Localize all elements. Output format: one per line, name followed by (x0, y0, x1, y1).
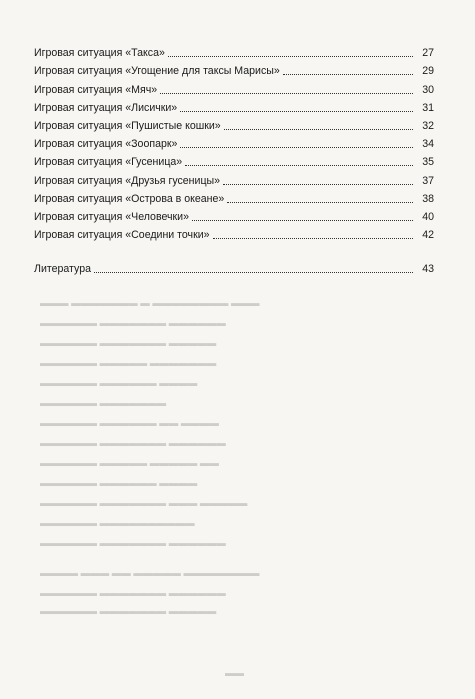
toc-entry-page: 42 (422, 229, 434, 242)
dot-leader (224, 128, 413, 130)
section-spacer (34, 241, 434, 257)
dot-leader (160, 92, 413, 94)
toc-entry[interactable] (34, 96, 434, 114)
toc-entry-page: 27 (422, 47, 434, 60)
toc-entry-title: Игровая ситуация «Лисички» (34, 101, 178, 114)
toc-entry[interactable] (34, 168, 434, 186)
toc-entry[interactable] (34, 205, 434, 223)
toc-entry[interactable] (34, 150, 434, 168)
toc-entry-title: Игровая ситуация «Гусеница» (34, 156, 183, 169)
toc-entry[interactable] (34, 41, 434, 59)
toc-entry-page: 38 (422, 192, 434, 205)
dot-leader (223, 183, 413, 185)
toc-entry[interactable] (34, 59, 434, 77)
toc-entry-page: 32 (422, 119, 434, 132)
toc-entry-page: 34 (422, 138, 434, 151)
dot-leader (213, 237, 413, 239)
toc-entry[interactable] (34, 223, 434, 241)
dot-leader (283, 73, 413, 75)
toc-entry-title: Игровая ситуация «Угощение для таксы Марисы» (34, 65, 280, 78)
toc-entry-title: Игровая ситуация «Мяч» (34, 83, 158, 96)
toc-entry[interactable] (34, 132, 434, 150)
toc-entry-title: Игровая ситуация «Человечки» (34, 210, 189, 223)
toc-entry[interactable] (34, 187, 434, 205)
toc-entry-title: Литература (34, 263, 91, 276)
toc-entry-page: 30 (422, 83, 434, 96)
toc-entry-title: Игровая ситуация «Соедини точки» (34, 229, 210, 242)
dot-leader (168, 55, 413, 57)
toc-entry-title: Игровая ситуация «Острова в океане» (34, 192, 225, 205)
dot-leader (192, 219, 413, 221)
dot-leader (94, 271, 413, 273)
toc-entry-page: 43 (422, 263, 434, 276)
toc-entry-page: 40 (422, 210, 434, 223)
toc-entry-title: Игровая ситуация «Зоопарк» (34, 138, 178, 151)
bleed-through-text: ▬▬▬ ▬▬▬▬▬▬▬ ▬ ▬▬▬▬▬▬▬▬ ▬▬▬ ▬▬▬▬▬▬ ▬▬▬▬▬▬▬ ▬▬▬▬▬▬ ▬▬▬▬▬▬ ▬▬▬▬▬▬▬ ▬▬▬▬▬ ▬▬▬▬▬▬ ▬▬▬▬▬ ▬▬▬▬▬▬▬ ▬▬▬▬▬▬ ▬▬▬▬▬▬ ▬▬▬▬ ▬▬▬▬▬▬ ▬▬▬▬▬▬▬ ▬▬▬▬▬▬ ▬▬▬▬▬▬ ▬▬ ▬▬▬▬ ▬▬▬▬▬▬ ▬▬▬▬▬▬▬ ▬▬▬▬▬▬ ▬▬▬▬▬▬ ▬▬▬▬▬ ▬▬▬▬▬ ▬▬ ▬▬▬▬▬▬ ▬▬▬▬▬▬ ▬▬▬▬ ▬▬▬▬▬▬ ▬▬▬▬▬▬▬ ▬▬▬ ▬▬▬▬▬ ▬▬▬▬▬▬ ▬▬▬▬▬▬▬▬▬▬ ▬▬▬▬▬▬ ▬▬▬▬▬▬▬ ▬▬▬▬▬▬ ▬▬▬▬ ▬▬▬ ▬▬ ▬▬▬▬▬ ▬▬▬▬▬▬▬▬ ▬▬▬▬▬▬ ▬▬▬▬▬▬▬ ▬▬▬▬▬▬ ▬▬▬▬▬▬ ▬▬▬▬▬▬▬ ▬▬▬▬▬ ▬▬ (40, 298, 260, 679)
dot-leader (227, 201, 413, 203)
toc-entry-page: 35 (422, 156, 434, 169)
toc-entry-page: 29 (422, 65, 434, 78)
dot-leader (180, 110, 413, 112)
toc-entry-title: Игровая ситуация «Такса» (34, 47, 165, 60)
toc-entry[interactable] (34, 77, 434, 95)
toc-entry[interactable] (34, 114, 434, 132)
dot-leader (180, 146, 413, 148)
dot-leader (185, 164, 413, 166)
toc-entry-title: Игровая ситуация «Друзья гусеницы» (34, 174, 221, 187)
toc-entry-literature[interactable] (34, 257, 434, 275)
toc-entry-page: 37 (422, 174, 434, 187)
toc-entry-title: Игровая ситуация «Пушистые кошки» (34, 119, 221, 132)
toc-entry-page: 31 (422, 101, 434, 114)
table-of-contents (34, 41, 434, 275)
